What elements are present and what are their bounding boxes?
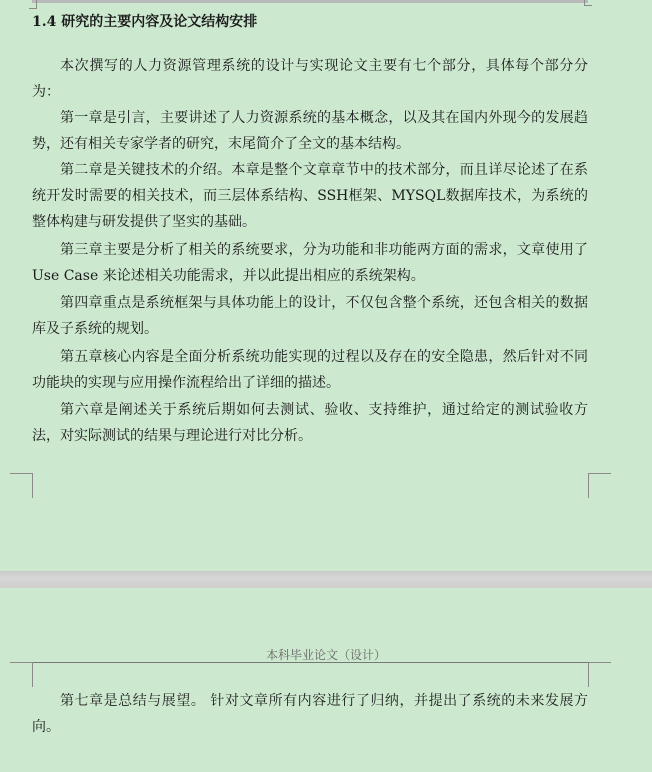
- document-page-2: [0, 588, 652, 772]
- paragraph-intro: 本次撰写的人力资源管理系统的设计与实现论文主要有七个部分，具体每个部分分为：: [32, 58, 588, 100]
- page-separator: [0, 571, 652, 588]
- page-header: 本科毕业论文（设计）: [265, 648, 386, 662]
- page-top-edge: [32, 0, 588, 3]
- margin-corner-mark: [10, 473, 33, 498]
- paragraph-chapter-7: 第七章是总结与展望。 针对文章所有内容进行了归纳，并提出了系统的未来发展方向。: [32, 693, 588, 735]
- paragraph-chapter-1: 第一章是引言，主要讲述了人力资源系统的基本概念，以及其在国内外现今的发展趋势，还有相关专家学者的研究，末尾简介了全文的基本结构。: [32, 110, 588, 152]
- header-rule: [32, 662, 588, 663]
- section-heading: 1.4 研究的主要内容及论文结构安排: [32, 14, 258, 30]
- margin-corner-mark: [10, 662, 33, 687]
- margin-corner-mark: [584, 0, 592, 6]
- paragraph-chapter-4: 第四章重点是系统框架与具体功能上的设计，不仅包含整个系统，还包含相关的数据库及子系统的规划。: [32, 295, 588, 337]
- paragraph-chapter-6: 第六章是阐述关于系统后期如何去测试、验收、支持维护，通过给定的测试验收方法，对实际测试的结果与理论进行对比分析。: [32, 402, 588, 444]
- margin-corner-mark: [29, 0, 37, 9]
- paragraph-chapter-5: 第五章核心内容是全面分析系统功能实现的过程以及存在的安全隐患，然后针对不同功能块的实现与应用操作流程给出了详细的描述。: [32, 349, 588, 391]
- paragraph-chapter-2: 第二章是关键技术的介绍。本章是整个文章章节中的技术部分，而且详尽论述了在系统开发时需要的相关技术，而三层体系结构、SSH框架、MYSQL数据库技术，为系统的整体构建与研发提供了坚实的基础。: [32, 162, 588, 230]
- margin-corner-mark: [588, 473, 611, 498]
- margin-corner-mark: [588, 662, 611, 687]
- paragraph-chapter-3: 第三章主要是分析了相关的系统要求，分为功能和非功能两方面的需求，文章使用了 Use Case 来论述相关功能需求，并以此提出相应的系统架构。: [32, 242, 588, 284]
